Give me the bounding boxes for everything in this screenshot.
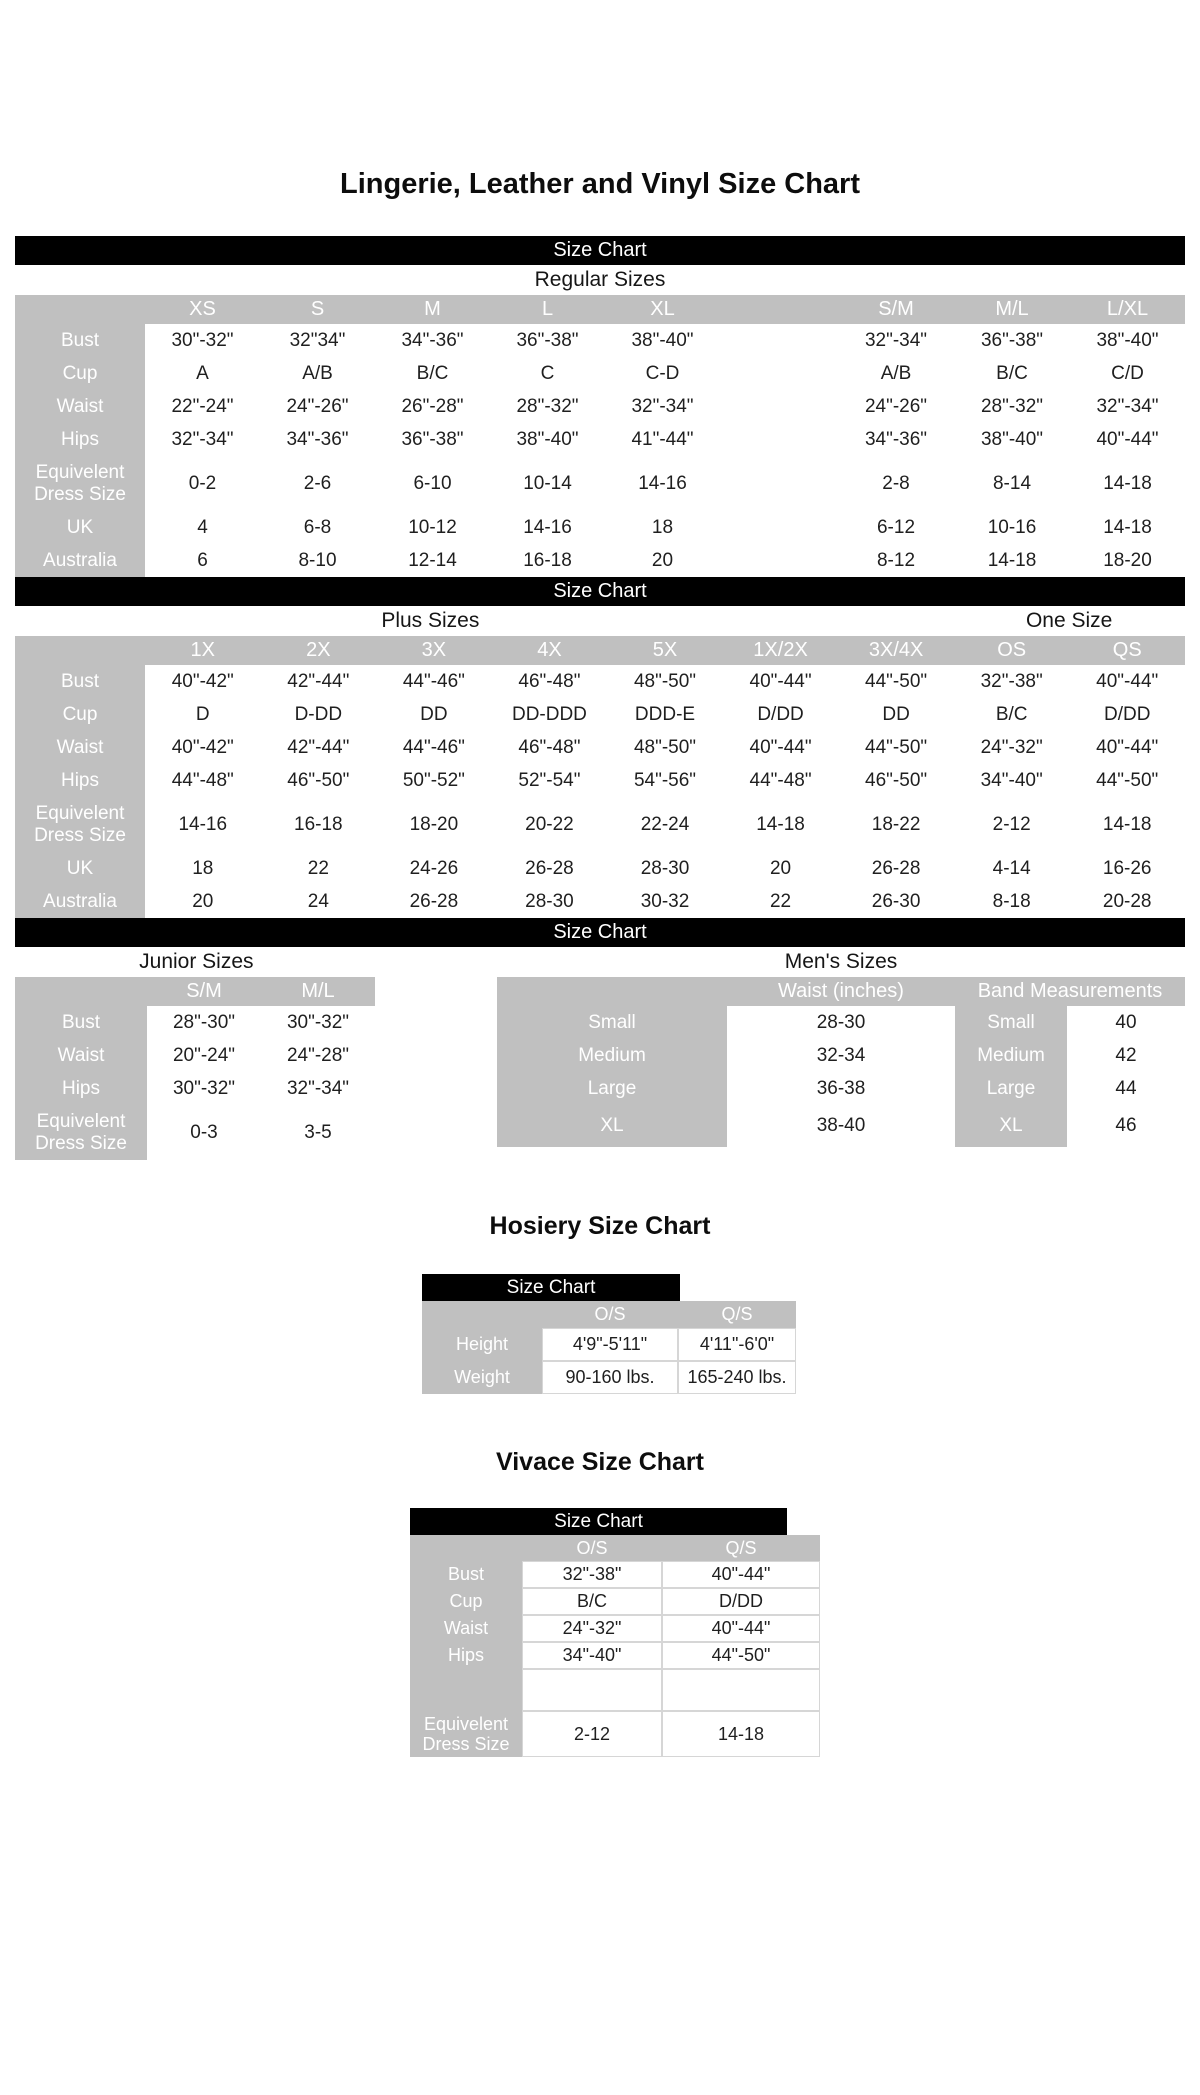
table-cell: 10-16 — [987, 516, 1037, 538]
table-row — [410, 1711, 820, 1757]
table-cell: 48"-50" — [633, 736, 697, 758]
table-cell: 46"-48" — [518, 670, 581, 692]
table-row — [15, 698, 1185, 731]
size-chart-bar — [422, 1274, 680, 1301]
table-cell: 10-12 — [408, 516, 457, 538]
table-cell: 20"-24" — [172, 1044, 236, 1066]
table-cell — [720, 406, 838, 408]
table-cell: 18-22 — [871, 813, 921, 835]
table-row — [15, 1072, 375, 1105]
table-cell: Small — [497, 1006, 727, 1039]
table-cell: 16-18 — [523, 549, 572, 571]
table-cell: 32"-38" — [522, 1561, 662, 1588]
table-cell: 165-240 lbs. — [678, 1361, 796, 1394]
table-cell: 24"-26" — [864, 395, 928, 417]
table-cell: 28-30 — [640, 857, 690, 879]
table-cell: 22 — [307, 857, 329, 879]
row-label — [410, 1669, 522, 1711]
column-header: 5X — [652, 639, 678, 661]
hosiery-size-table — [422, 1274, 796, 1394]
regular-rows — [15, 324, 1185, 577]
row-label: Hips — [410, 1642, 522, 1669]
size-chart-bar-label: Size Chart — [554, 1511, 643, 1532]
table-cell: C-D — [645, 362, 680, 384]
table-cell: C/D — [1111, 362, 1144, 384]
mens-sizes-table — [497, 977, 1185, 1147]
table-cell: 40"-44" — [1096, 670, 1159, 692]
table-cell: 50"-52" — [402, 769, 465, 791]
table-cell: D/DD — [1103, 703, 1151, 725]
table-cell: 38"-40" — [1096, 329, 1159, 351]
table-cell: 16-26 — [1102, 857, 1152, 879]
junior-column-header-row — [15, 977, 375, 1006]
table-cell: 24"-32" — [980, 736, 1043, 758]
row-label: Waist — [15, 390, 145, 423]
table-cell: 28"-32" — [980, 395, 1044, 417]
table-cell: Large — [955, 1072, 1067, 1105]
table-cell: 14-16 — [178, 813, 228, 835]
regular-column-header-row — [15, 295, 1185, 324]
table-cell: 32"-34" — [286, 1077, 350, 1099]
plus-column-header-row — [15, 636, 1185, 665]
table-row — [410, 1588, 820, 1615]
table-row — [497, 1006, 1185, 1039]
table-cell: 14-18 — [756, 813, 805, 835]
table-cell: 42 — [1115, 1044, 1137, 1066]
table-cell: 20-28 — [1102, 890, 1152, 912]
size-chart-bar-label: Size Chart — [506, 1277, 596, 1298]
table-cell: 40"-44" — [749, 736, 812, 758]
row-label: UK — [15, 511, 145, 544]
table-cell: 40"-44" — [662, 1615, 820, 1642]
table-cell — [720, 373, 838, 375]
table-cell: B/C — [996, 362, 1028, 384]
table-cell: Medium — [497, 1039, 727, 1072]
column-header: XS — [189, 298, 216, 320]
table-row — [15, 357, 1185, 390]
table-cell: 18 — [651, 516, 674, 538]
row-label: Bust — [15, 1006, 147, 1039]
column-header: L/XL — [1106, 298, 1149, 320]
table-cell: C — [540, 362, 555, 384]
table-cell: 2-12 — [522, 1711, 662, 1757]
table-cell: 14-18 — [1103, 472, 1152, 494]
table-cell: 44"-46" — [402, 736, 465, 758]
table-cell: DD — [882, 703, 910, 725]
size-chart-bar — [15, 577, 1185, 606]
table-cell: 54"-56" — [633, 769, 697, 791]
mens-band-header: Band Measurements — [977, 980, 1163, 1002]
mens-column-header-row — [497, 977, 1185, 1006]
mens-sizes-heading: Men's Sizes — [784, 950, 898, 973]
table-cell: 36"-38" — [516, 329, 579, 351]
table-cell — [662, 1669, 820, 1711]
regular-sizes-table — [15, 236, 1185, 577]
row-label: Hips — [15, 1072, 147, 1105]
column-header: M — [424, 298, 441, 320]
column-header: Q/S — [725, 1537, 757, 1558]
table-cell: 38"-40" — [516, 428, 579, 450]
table-cell: D — [195, 703, 210, 725]
table-cell: Small — [955, 1006, 1067, 1039]
junior-sizes-heading: Junior Sizes — [139, 950, 254, 973]
table-row — [15, 852, 1185, 885]
table-cell: DD — [420, 703, 448, 725]
row-label: Waist — [410, 1615, 522, 1642]
row-label: Hips — [15, 423, 145, 456]
table-row — [497, 1039, 1185, 1072]
table-cell: 14-18 — [1102, 813, 1152, 835]
table-cell: 22 — [769, 890, 792, 912]
table-cell: 4'9"-5'11" — [542, 1328, 678, 1361]
row-label: Cup — [15, 698, 145, 731]
table-cell: 34"-36" — [401, 329, 464, 351]
table-row — [410, 1642, 820, 1669]
table-cell: 4'11"-6'0" — [678, 1328, 796, 1361]
table-cell: 18-20 — [1103, 549, 1152, 571]
table-cell: 46"-48" — [518, 736, 581, 758]
table-cell: 26-28 — [871, 857, 921, 879]
table-cell: 34"-36" — [286, 428, 349, 450]
vivace-column-header-row — [410, 1535, 820, 1561]
table-row — [15, 665, 1185, 698]
table-row — [410, 1561, 820, 1588]
column-header: 3X — [421, 639, 447, 661]
row-label: Equivelent Dress Size — [15, 1105, 147, 1160]
table-cell: 0-3 — [190, 1121, 218, 1143]
table-cell: 42"-44" — [287, 670, 350, 692]
hosiery-chart-heading: Hosiery Size Chart — [489, 1212, 711, 1240]
table-cell: D-DD — [294, 703, 343, 725]
size-chart-bar — [410, 1508, 787, 1535]
table-cell: 28-30 — [525, 890, 574, 912]
table-cell: Medium — [955, 1039, 1067, 1072]
table-row — [15, 797, 1185, 852]
table-cell: 44"-48" — [749, 769, 812, 791]
row-label: Waist — [15, 1039, 147, 1072]
table-cell: 34"-40" — [980, 769, 1043, 791]
table-row — [15, 885, 1185, 918]
row-label: Australia — [15, 544, 145, 577]
plus-rows — [15, 665, 1185, 918]
row-label: Equivelent Dress Size — [15, 456, 145, 511]
row-label: Australia — [15, 885, 145, 918]
size-chart-bar-label: Size Chart — [553, 239, 647, 261]
one-size-heading: One Size — [1025, 609, 1113, 632]
table-cell: 34"-36" — [864, 428, 928, 450]
table-cell: 14-18 — [662, 1711, 820, 1757]
column-header: 3X/4X — [868, 639, 924, 661]
table-cell — [522, 1669, 662, 1711]
table-cell: 26-28 — [409, 890, 459, 912]
table-cell: 46"-50" — [287, 769, 350, 791]
hosiery-column-header-row — [422, 1301, 796, 1328]
table-cell — [720, 439, 838, 441]
table-cell: 20 — [192, 890, 214, 912]
junior-sizes-table — [15, 977, 375, 1160]
column-header: QS — [1112, 639, 1142, 661]
table-cell: 8-12 — [876, 549, 916, 571]
size-chart-bar-label: Size Chart — [553, 921, 647, 943]
size-chart-bar-label: Size Chart — [553, 580, 647, 602]
table-cell: 14-18 — [1103, 516, 1152, 538]
table-cell: 32"-34" — [1096, 395, 1159, 417]
column-header: 1X — [190, 639, 215, 661]
table-cell: XL — [955, 1105, 1067, 1147]
table-cell: 6 — [197, 549, 208, 571]
table-cell: 26-30 — [871, 890, 921, 912]
column-header: O/S — [576, 1537, 608, 1558]
column-header: 4X — [537, 639, 562, 661]
table-cell: 32"-34" — [631, 395, 694, 417]
table-cell: 24"-28" — [286, 1044, 350, 1066]
table-cell: 2-8 — [882, 472, 910, 494]
table-cell: 4 — [197, 516, 208, 538]
table-row — [410, 1669, 820, 1711]
table-cell: 30"-32" — [171, 329, 234, 351]
junior-mens-headings-row — [15, 947, 1185, 977]
table-cell: 30-32 — [640, 890, 690, 912]
page-title: Lingerie, Leather and Vinyl Size Chart — [340, 168, 860, 200]
table-cell: D/DD — [662, 1588, 820, 1615]
table-cell: 90-160 lbs. — [542, 1361, 678, 1394]
row-label: UK — [15, 852, 145, 885]
table-cell: 14-18 — [987, 549, 1037, 571]
column-header: M/L — [995, 298, 1029, 320]
column-header: OS — [997, 639, 1027, 661]
row-label: Weight — [422, 1361, 542, 1394]
table-cell: 32"34" — [289, 329, 346, 351]
table-cell: 24"-32" — [522, 1615, 662, 1642]
table-cell: 44"-46" — [402, 670, 465, 692]
table-cell: 28-30 — [816, 1011, 866, 1033]
table-cell: 20 — [651, 549, 674, 571]
junior-mens-tables — [15, 977, 1185, 1160]
table-cell: 41"-44" — [631, 428, 694, 450]
table-cell: 40 — [1115, 1011, 1137, 1033]
table-cell: 8-18 — [992, 890, 1031, 912]
plus-sizes-table — [15, 577, 1185, 918]
table-cell: 34"-40" — [522, 1642, 662, 1669]
table-cell — [720, 560, 838, 562]
column-header: M/L — [301, 980, 335, 1002]
table-row — [15, 324, 1185, 357]
row-label: Height — [422, 1328, 542, 1361]
table-cell: DD-DDD — [511, 703, 587, 725]
size-chart-page — [0, 168, 1200, 1757]
table-cell: 12-14 — [408, 549, 457, 571]
table-cell: 2-6 — [303, 472, 332, 494]
row-label: Waist — [15, 731, 145, 764]
column-header: 2X — [306, 639, 331, 661]
table-cell: 30"-32" — [286, 1011, 350, 1033]
table-row — [410, 1615, 820, 1642]
table-cell: 6-12 — [876, 516, 916, 538]
table-cell: 32-34 — [816, 1044, 866, 1066]
table-cell — [720, 483, 838, 485]
table-cell: A/B — [302, 362, 333, 384]
table-row — [15, 1105, 375, 1160]
table-cell: 40"-44" — [1096, 428, 1159, 450]
table-row — [15, 511, 1185, 544]
row-label: Equivelent Dress Size — [410, 1711, 522, 1757]
table-cell: 44 — [1115, 1077, 1137, 1099]
table-cell: Large — [497, 1072, 727, 1105]
regular-sizes-heading: Regular Sizes — [534, 268, 666, 291]
table-cell: 3-5 — [304, 1121, 332, 1143]
column-header: Q/S — [721, 1304, 753, 1324]
table-cell: 20-22 — [525, 813, 574, 835]
row-label: Hips — [15, 764, 145, 797]
table-cell: A — [196, 362, 209, 384]
table-row — [15, 1039, 375, 1072]
table-cell: 46"-50" — [865, 769, 928, 791]
table-cell — [720, 527, 838, 529]
table-cell: DDD-E — [634, 703, 696, 725]
table-cell: 8-10 — [298, 549, 337, 571]
table-cell: 6-8 — [303, 516, 332, 538]
table-cell: 48"-50" — [633, 670, 697, 692]
column-header: L — [541, 298, 554, 320]
table-row — [15, 456, 1185, 511]
table-cell: 8-14 — [992, 472, 1032, 494]
table-cell: 28"-32" — [516, 395, 579, 417]
table-cell: 40"-42" — [171, 670, 234, 692]
table-cell: 6-10 — [413, 472, 452, 494]
table-row — [15, 731, 1185, 764]
vivace-size-table — [410, 1508, 820, 1757]
table-cell: 32"-38" — [980, 670, 1043, 692]
table-cell: 24"-26" — [286, 395, 349, 417]
plus-sizes-heading: Plus Sizes — [381, 609, 480, 632]
table-cell: 26-28 — [525, 857, 574, 879]
plus-headings-row — [15, 606, 1185, 636]
table-cell: 52"-54" — [518, 769, 581, 791]
table-cell: B/C — [416, 362, 449, 384]
table-row — [422, 1361, 796, 1394]
table-cell: 40"-44" — [749, 670, 812, 692]
table-cell: B/C — [995, 703, 1028, 725]
column-header: 1X/2X — [753, 639, 808, 661]
table-cell: 26"-28" — [401, 395, 464, 417]
table-cell: 20 — [769, 857, 792, 879]
table-cell: 44"-50" — [865, 736, 928, 758]
row-label: Cup — [410, 1588, 522, 1615]
table-cell: 32"-34" — [864, 329, 928, 351]
table-cell: 16-18 — [294, 813, 343, 835]
table-cell: 40"-44" — [1096, 736, 1159, 758]
table-cell: 46 — [1115, 1115, 1137, 1136]
table-cell: 28"-30" — [172, 1011, 236, 1033]
mens-rows — [497, 1006, 1185, 1147]
size-chart-bar — [15, 918, 1185, 947]
table-cell: 24-26 — [409, 857, 459, 879]
table-cell: 22-24 — [640, 813, 690, 835]
table-cell: 44"-50" — [1096, 769, 1159, 791]
table-cell: 38-40 — [816, 1115, 866, 1136]
vivace-rows — [410, 1561, 820, 1757]
table-row — [15, 764, 1185, 797]
table-cell: 18-20 — [409, 813, 459, 835]
junior-mens-section — [15, 918, 1185, 1160]
column-header: O/S — [594, 1304, 626, 1324]
table-cell: 18 — [192, 857, 214, 879]
row-label: Bust — [410, 1561, 522, 1588]
table-cell: XL — [497, 1105, 727, 1147]
table-row — [497, 1072, 1185, 1105]
table-cell: 36"-38" — [980, 329, 1044, 351]
table-cell: 44"-48" — [171, 769, 234, 791]
table-cell: 42"-44" — [287, 736, 350, 758]
column-header: S/M — [186, 980, 222, 1002]
hosiery-rows — [422, 1328, 796, 1394]
table-cell: D/DD — [757, 703, 804, 725]
table-cell: 36"-38" — [401, 428, 464, 450]
table-row — [15, 1006, 375, 1039]
table-cell: B/C — [522, 1588, 662, 1615]
table-row — [497, 1105, 1185, 1147]
table-cell: 38"-40" — [631, 329, 694, 351]
table-cell: 30"-32" — [172, 1077, 236, 1099]
row-label: Bust — [15, 665, 145, 698]
row-label: Equivelent Dress Size — [15, 797, 145, 852]
table-cell: 22"-24" — [171, 395, 234, 417]
table-cell: 44"-50" — [662, 1642, 820, 1669]
table-cell: 36-38 — [816, 1077, 866, 1099]
table-row — [15, 390, 1185, 423]
table-cell: 4-14 — [992, 857, 1031, 879]
table-cell: 38"-40" — [980, 428, 1044, 450]
table-cell: 40"-42" — [171, 736, 234, 758]
table-cell: 44"-50" — [865, 670, 928, 692]
row-label: Bust — [15, 324, 145, 357]
table-row — [15, 423, 1185, 456]
table-cell: 0-2 — [188, 472, 217, 494]
table-cell — [720, 340, 838, 342]
vivace-chart-heading: Vivace Size Chart — [496, 1448, 704, 1476]
table-cell: A/B — [880, 362, 912, 384]
table-cell: 40"-44" — [662, 1561, 820, 1588]
table-cell: 2-12 — [992, 813, 1031, 835]
column-header: S — [310, 298, 325, 320]
table-row — [422, 1328, 796, 1361]
table-cell: 24 — [307, 890, 329, 912]
size-chart-bar — [15, 236, 1185, 265]
column-header: S/M — [878, 298, 914, 320]
table-cell: 14-16 — [523, 516, 572, 538]
table-cell: 32"-34" — [171, 428, 234, 450]
table-cell: 10-14 — [523, 472, 572, 494]
mens-waist-header: Waist (inches) — [778, 980, 904, 1002]
row-label: Cup — [15, 357, 145, 390]
table-cell: 14-16 — [638, 472, 687, 494]
table-row — [15, 544, 1185, 577]
junior-rows — [15, 1006, 375, 1160]
column-header: XL — [650, 298, 675, 320]
